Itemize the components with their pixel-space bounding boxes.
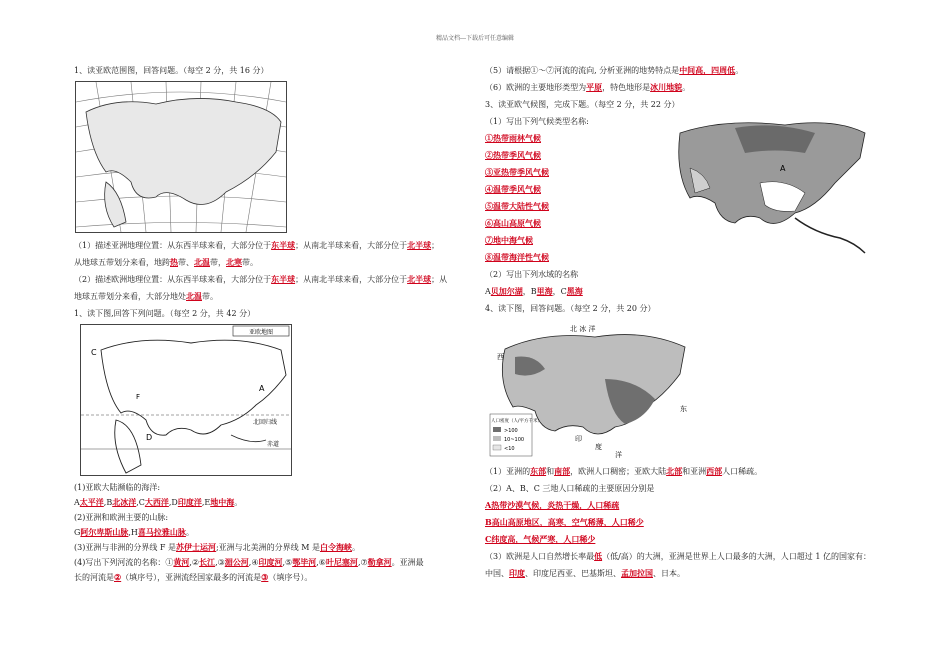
q4-answer-a: A热带沙漠气候，炎热干燥，人口稀疏 bbox=[485, 500, 620, 510]
q1-part1-cont: 从地球五带划分来看，地跨热带、北温带，北寒带。 bbox=[74, 257, 258, 267]
map-title: 亚欧地图 bbox=[248, 329, 274, 336]
label-d: D bbox=[146, 433, 153, 442]
q3-s1: （1）写出下列气候类型名称: bbox=[485, 117, 589, 126]
r5: （5）请根据①～⑦河流的流向, 分析亚洲的地势特点是中间高，四周低。 bbox=[485, 65, 744, 75]
map2-east: 东 bbox=[680, 405, 687, 413]
q2-s4-cont: 长的河流是②（填序号），亚洲流经国家最多的河流是③（填序号）。 bbox=[74, 572, 313, 582]
q2-s4: (4)写出下列河流的名称：①黄河,②长江,③湄公河,④印度河,⑤鄂毕河,⑥叶尼塞河,⑦勒拿河。亚洲最 bbox=[74, 557, 424, 567]
q2-title: 1、读下图,回答下列问题。（每空 2 分，共 42 分） bbox=[74, 309, 256, 318]
q1-title: 1、读亚欧范围图，回答问题。（每空 2 分，共 16 分） bbox=[74, 66, 269, 75]
label-f: F bbox=[136, 393, 141, 401]
map2-west: 西 bbox=[497, 353, 504, 361]
q2-s3: (3)亚洲与非洲的分界线 F 是苏伊士运河;亚洲与北美洲的分界线 M 是白令海峡。 bbox=[74, 542, 360, 552]
q4-s3-cont: 中国、印度、印度尼西亚、巴基斯坦、孟加拉国、日本。 bbox=[485, 568, 685, 578]
q2-s2-answer: G阿尔卑斯山脉,H喜马拉雅山脉。 bbox=[74, 527, 194, 537]
legend-title: 人口密度（人/平方千米） bbox=[491, 419, 543, 424]
map2-du: 度 bbox=[595, 443, 602, 451]
legend-l1: >100 bbox=[504, 428, 518, 434]
eurasia-grid-map-drawing bbox=[76, 82, 286, 232]
asia-europe-map bbox=[80, 324, 292, 476]
r6: （6）欧洲的主要地形类型为平原，特色地形是冰川地貌。 bbox=[485, 82, 691, 92]
left-column bbox=[74, 62, 492, 585]
label-a: A bbox=[259, 384, 265, 393]
q3-s2: （2）写出下列水域的名称 bbox=[485, 270, 579, 279]
population-map bbox=[485, 319, 695, 459]
q3-title: 3、读亚欧气候图，完成下题。（每空 2 分，共 22 分） bbox=[485, 100, 680, 109]
eurasia-grid-map bbox=[75, 81, 287, 233]
climate-1: ①热带雨林气候 bbox=[485, 133, 541, 143]
label-tropic: 北回归线 bbox=[253, 419, 278, 426]
q4-answer-c: C纬度高，气候严寒，人口稀少 bbox=[485, 534, 596, 544]
page-header: 精品文档---下载后可任意编辑 bbox=[435, 35, 515, 42]
q2-s1-answer: A太平洋,B北冰洋,C大西洋,D印度洋,E地中海。 bbox=[74, 497, 243, 507]
legend-l2: 10~100 bbox=[504, 437, 525, 443]
q4-s1: （1）亚洲的东部和南部，欧洲人口稠密；亚欧大陆北部和亚洲西部人口稀疏。 bbox=[485, 466, 763, 476]
right-column bbox=[485, 62, 875, 582]
q4-title: 4、读下图，回答问题。（每空 2 分，共 20 分） bbox=[485, 304, 656, 313]
asia-europe-map-drawing bbox=[81, 325, 291, 475]
q4-s2: （2）A、B、C 三地人口稀疏的主要原因分别是 bbox=[485, 484, 655, 493]
climate-7: ⑦地中海气候 bbox=[485, 235, 533, 245]
label-equator: 赤道 bbox=[267, 441, 280, 448]
climate-3: ③亚热带季风气候 bbox=[485, 167, 549, 177]
climate-map-drawing bbox=[665, 113, 875, 263]
q4-answer-b: B高山高原地区，高寒，空气稀薄，人口稀少 bbox=[485, 517, 644, 527]
climate-4: ④温带季风气候 bbox=[485, 184, 541, 194]
climate-2: ②热带季风气候 bbox=[485, 150, 541, 160]
map2-yang: 洋 bbox=[615, 451, 622, 459]
q2-s2: (2)亚洲和欧洲主要的山脉: bbox=[74, 513, 169, 522]
q1-part2-cont: 地球五带划分来看，大部分地处北温带。 bbox=[74, 291, 218, 301]
q1-part2: （2）描述欧洲地理位置：从东西半球来看，大部分位于东半球；从南北半球来看，大部分位于北半球；从 bbox=[74, 274, 448, 284]
q1-part1: （1）描述亚洲地理位置：从东西半球来看，大部分位于东半球；从南北半球来看，大部分位于北半球； bbox=[74, 240, 440, 250]
climate-map bbox=[665, 113, 875, 263]
svg-text:A: A bbox=[780, 164, 786, 173]
map2-top: 北 冰 洋 bbox=[570, 325, 596, 333]
legend-l3: <10 bbox=[504, 446, 515, 452]
climate-6: ⑥高山高原气候 bbox=[485, 218, 541, 228]
climate-5: ⑤温带大陆性气候 bbox=[485, 201, 549, 211]
population-map-drawing bbox=[485, 319, 695, 459]
waters-answer: A贝加尔湖，B里海，C黑海 bbox=[485, 286, 583, 296]
q2-s1: (1)亚欧大陆濒临的海洋: bbox=[74, 483, 161, 492]
climate-8: ⑧温带海洋性气候 bbox=[485, 252, 549, 262]
q4-s3: （3）欧洲是人口自然增长率最低（低/高）的大洲，亚洲是世界上人口最多的大洲，人口超过 1 亿的国家有： bbox=[485, 551, 871, 561]
map2-yin: 印 bbox=[575, 435, 582, 443]
label-c: C bbox=[91, 348, 97, 357]
